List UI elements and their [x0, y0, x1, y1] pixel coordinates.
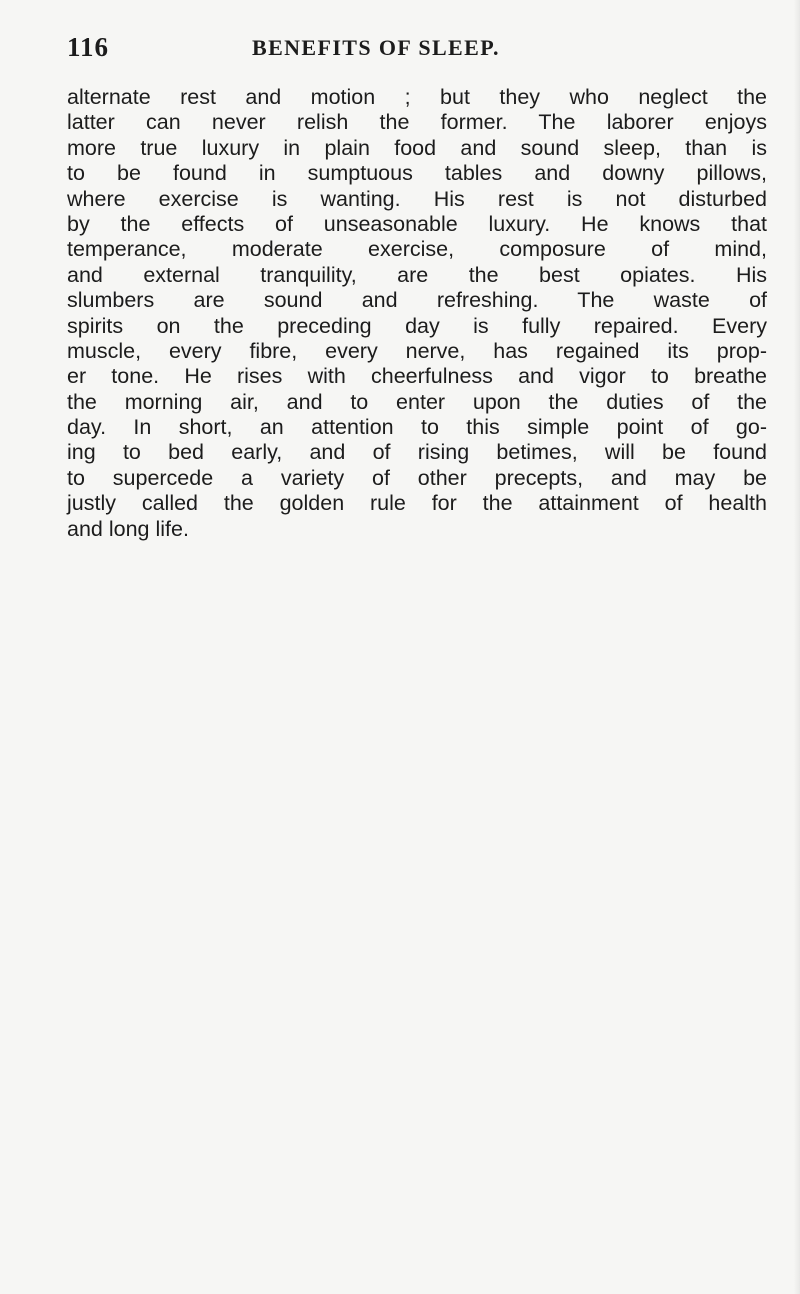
text-line: to supercede a variety of other precepts, and may be [67, 465, 767, 490]
text-line: justly called the golden rule for the attainment of health [67, 491, 767, 516]
text-line: alternate rest and motion ; but they who neglect the [67, 85, 767, 109]
text-line: the morning air, and to enter upon the duties of the [67, 389, 767, 414]
text-line: and long life. [67, 516, 189, 541]
text-line: and external tranquility, are the best opiates. His [67, 262, 767, 287]
text-line: ing to bed early, and of rising betimes, will be found [67, 440, 767, 465]
text-line: spirits on the preceding day is fully repaired. Every [67, 313, 767, 338]
text-line: more true luxury in plain food and sound sleep, than is [67, 135, 767, 160]
text-line: latter can never relish the former. The laborer enjoys [67, 110, 767, 135]
text-line: er tone. He rises with cheerfulness and vigor to breathe [67, 364, 767, 389]
header-title: BENEFITS OF SLEEP. [252, 35, 500, 60]
text-line: slumbers are sound and refreshing. The waste of [67, 288, 767, 313]
page-edge-shadow [794, 0, 800, 1294]
text-line: muscle, every fibre, every nerve, has regained its prop- [67, 338, 767, 363]
text-line: day. In short, an attention to this simple point of go- [67, 415, 767, 440]
text-line: temperance, moderate exercise, composure of mind, [67, 237, 767, 262]
body-paragraph [67, 85, 767, 542]
running-head [67, 32, 767, 72]
text-line: by the effects of unseasonable luxury. He knows that [67, 211, 767, 236]
page-number: 116 [67, 32, 110, 62]
text-line: where exercise is wanting. His rest is not disturbed [67, 186, 767, 211]
text-line: to be found in sumptuous tables and downy pillows, [67, 161, 767, 186]
